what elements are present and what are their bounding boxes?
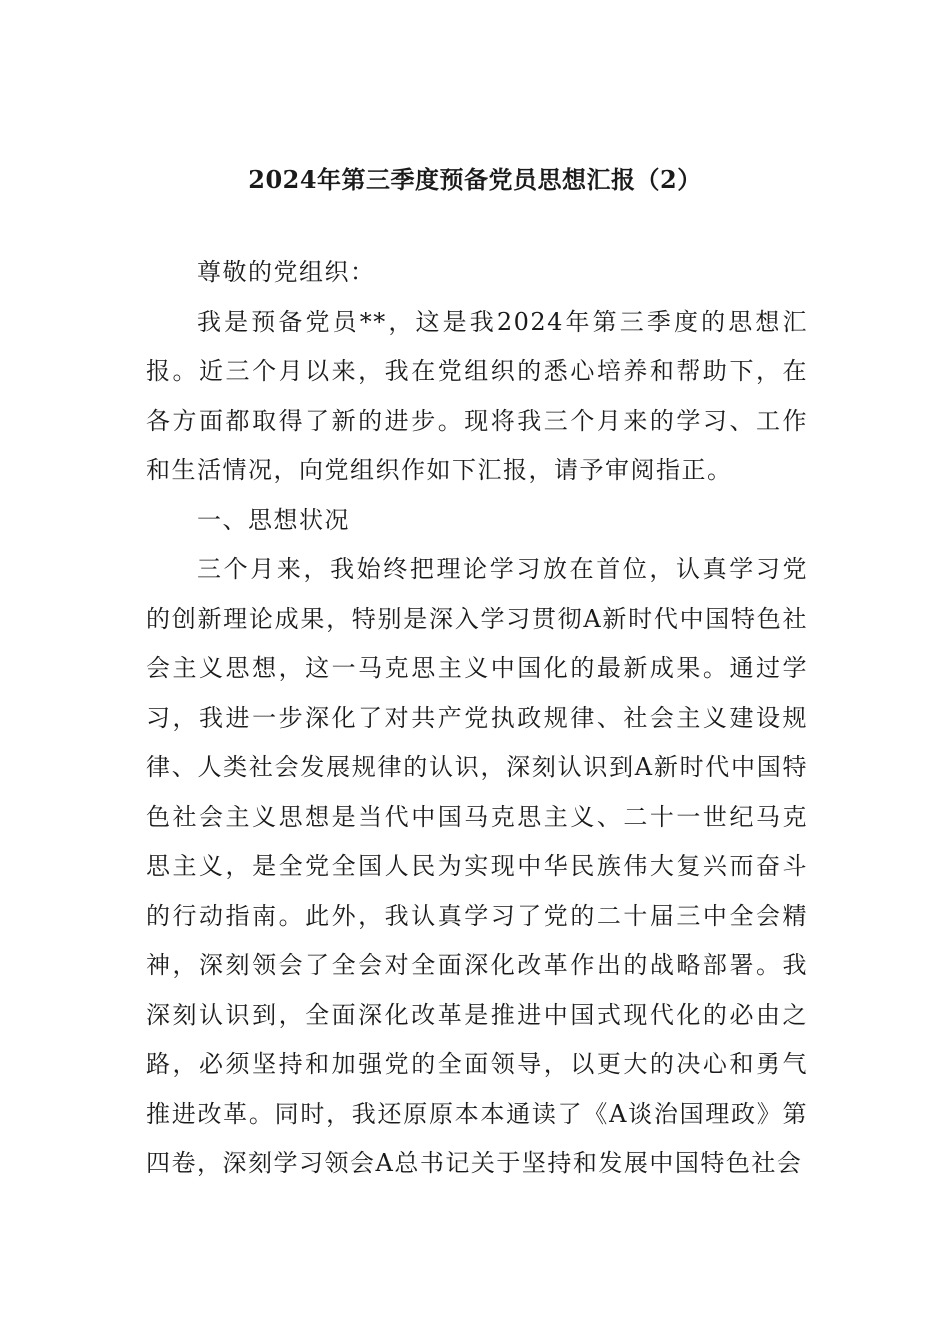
document-title: 2024年第三季度预备党员思想汇报（2）	[248, 165, 702, 194]
document-body	[146, 248, 808, 1189]
paragraph-intro: 我是预备党员**，这是我2024年第三季度的思想汇报。近三个月以来，我在党组织的悉心培养和帮助下，在各方面都取得了新的进步。现将我三个月来的学习、工作和生活情况，向党组织作如下汇报，请予审阅指正。	[146, 307, 808, 484]
section-heading-thought: 一、思想状况	[197, 505, 350, 534]
salutation: 尊敬的党组织：	[197, 258, 376, 286]
paragraph-thought-status: 三个月来，我始终把理论学习放在首位，认真学习党的创新理论成果，特别是深入学习贯彻A新时代中国特色社会主义思想，这一马克思主义中国化的最新成果。通过学习，我进一步深化了对共产党执政规律、社会主义建设规律、人类社会发展规律的认识，深刻认识到A新时代中国特色社会主义思想是当代中国马克思主义、二十一世纪马克思主义，是全党全国人民为实现中华民族伟大复兴而奋斗的行动指南。此外，我认真学习了党的二十届三中全会精神，深刻领会了全会对全面深化改革作出的战略部署。我深刻认识到，全面深化改革是推进中国式现代化的必由之路，必须坚持和加强党的全面领导，以更大的决心和勇气推进改革。同时，我还原原本本通读了《A谈治国理政》第四卷，深刻学习领会A总书记关于坚持和发展中国特色社会	[146, 555, 808, 1177]
